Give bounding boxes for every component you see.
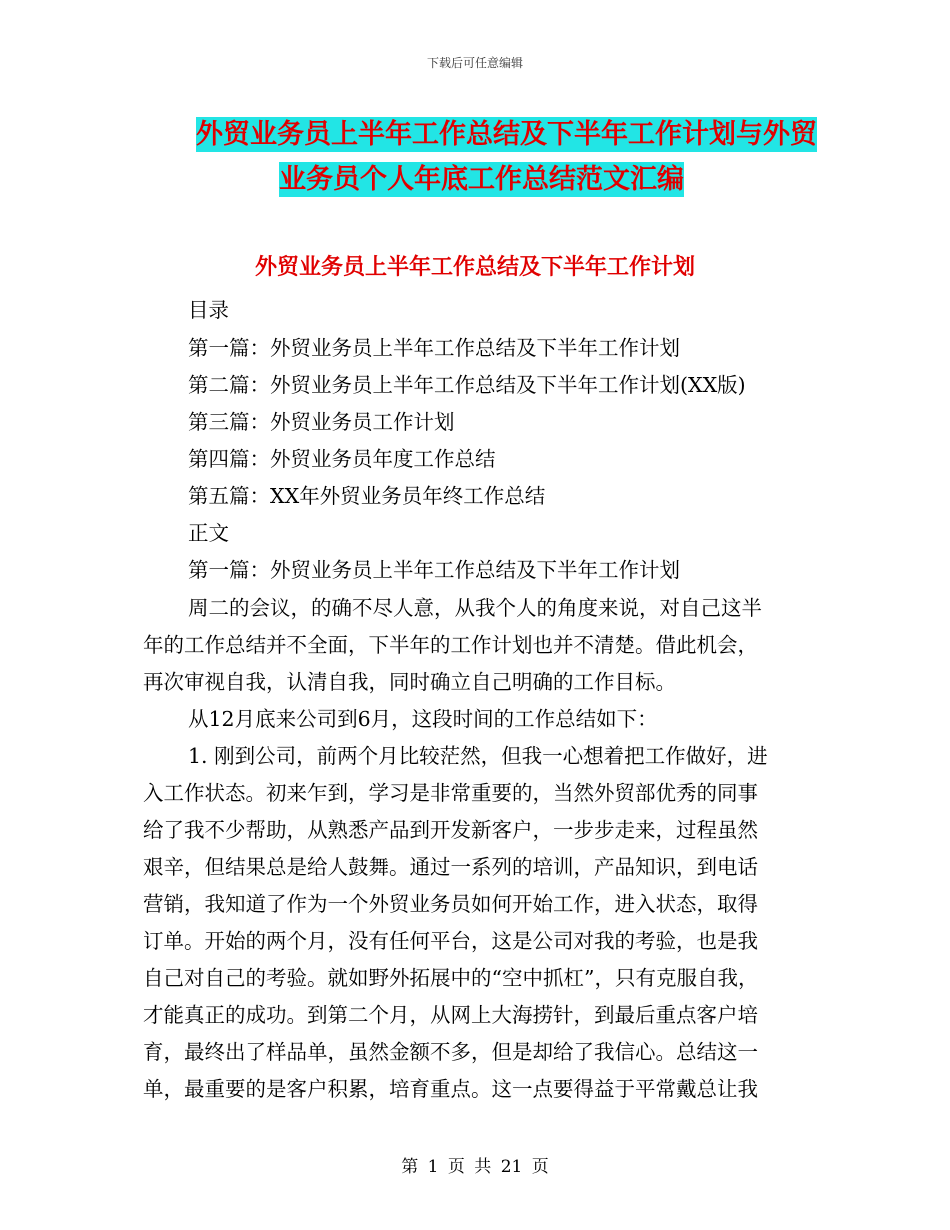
section-heading: 外贸业务员上半年工作总结及下半年工作计划 bbox=[254, 255, 695, 280]
paragraph-line: 从12月底来公司到6月，这段时间的工作总结如下： bbox=[188, 707, 658, 731]
body-heading: 正文 bbox=[188, 521, 229, 545]
title-highlight: 业务员个人年底工作总结范文汇编 bbox=[279, 164, 684, 195]
paragraph-line: 单，最重要的是客户积累，培育重点。这一点要得益于平常戴总让我 bbox=[143, 1077, 758, 1101]
title-highlight: 外贸业务员上半年工作总结及下半年工作计划与外贸 bbox=[196, 119, 817, 150]
paragraph-line: 营销，我知道了作为一个外贸业务员如何开始工作，进入状态，取得 bbox=[143, 892, 758, 916]
paragraph-line: 艰辛，但结果总是给人鼓舞。通过一系列的培训，产品知识，到电话 bbox=[143, 855, 758, 879]
toc-item: 第二篇：外贸业务员上半年工作总结及下半年工作计划(XX版) bbox=[188, 373, 746, 397]
paragraph-line: 才能真正的成功。到第二个月，从网上大海捞针，到最后重点客户培 bbox=[143, 1003, 758, 1027]
toc-heading: 目录 bbox=[188, 298, 229, 322]
paragraph-line: 自己对自己的考验。就如野外拓展中的“空中抓杠”，只有克服自我， bbox=[143, 966, 759, 990]
toc-item: 第一篇：外贸业务员上半年工作总结及下半年工作计划 bbox=[188, 336, 680, 360]
paragraph-line: 订单。开始的两个月，没有任何平台，这是公司对我的考验，也是我 bbox=[143, 929, 758, 953]
paragraph-line: 周二的会议，的确不尽人意，从我个人的角度来说，对自己这半 bbox=[188, 596, 762, 620]
document-title-line-1 bbox=[0, 112, 950, 151]
document-title-line-2 bbox=[0, 157, 950, 196]
paragraph-line: 年的工作总结并不全面，下半年的工作计划也并不清楚。借此机会， bbox=[143, 633, 758, 657]
page-number-footer: 第 1 页 共 21 页 bbox=[401, 1157, 549, 1177]
paragraph-line: 1. 刚到公司，前两个月比较茫然，但我一心想着把工作做好，进 bbox=[188, 744, 768, 768]
paragraph-line: 给了我不少帮助，从熟悉产品到开发新客户，一步步走来，过程虽然 bbox=[143, 818, 758, 842]
paragraph-line: 再次审视自我，认清自我，同时确立自己明确的工作目标。 bbox=[143, 670, 676, 694]
paragraph-line: 育，最终出了样品单，虽然金额不多，但是却给了我信心。总结这一 bbox=[143, 1040, 758, 1064]
chapter-title: 第一篇：外贸业务员上半年工作总结及下半年工作计划 bbox=[188, 558, 680, 582]
toc-item: 第四篇：外贸业务员年度工作总结 bbox=[188, 447, 496, 471]
paragraph-line: 入工作状态。初来乍到，学习是非常重要的，当然外贸部优秀的同事 bbox=[143, 781, 758, 805]
toc-item: 第五篇：XX年外贸业务员年终工作总结 bbox=[188, 484, 546, 508]
toc-item: 第三篇：外贸业务员工作计划 bbox=[188, 410, 455, 434]
page-header-note: 下载后可任意编辑 bbox=[426, 56, 523, 70]
